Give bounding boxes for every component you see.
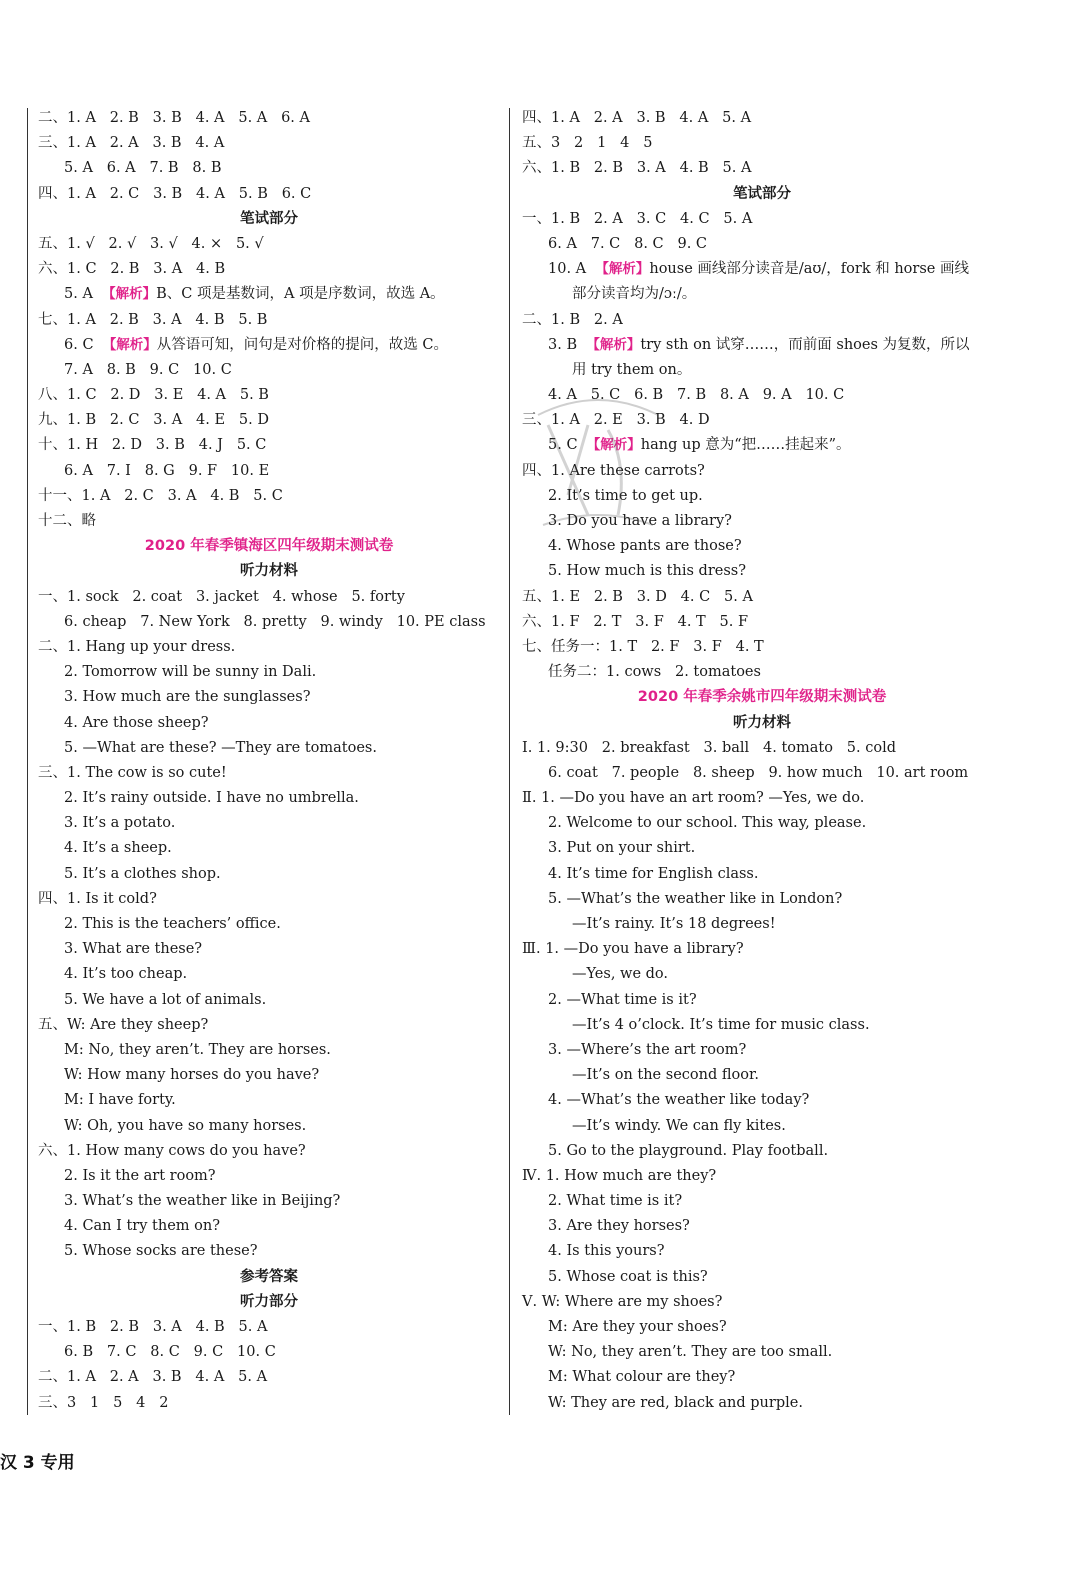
line-text: 七、任务一：1. T 2. F 3. F 4. T bbox=[522, 638, 764, 655]
line-text: 四、1. Are these carrots? bbox=[522, 462, 705, 479]
line-text: 笔试部分 bbox=[240, 210, 298, 227]
analysis-tag: 【解析】 bbox=[102, 286, 157, 303]
line-text: 5. How much is this dress? bbox=[548, 563, 746, 580]
answer-line bbox=[38, 610, 500, 635]
line-text: —It’s windy. We can fly kites. bbox=[572, 1117, 786, 1134]
line-text: 6. cheap 7. New York 8. pretty 9. windy 10. PE class bbox=[64, 613, 486, 630]
line-text: 2. Tomorrow will be sunny in Dali. bbox=[64, 664, 317, 681]
answer-line bbox=[522, 1189, 1002, 1214]
analysis-text: 从答语可知，问句是对价格的提问，故选 C。 bbox=[156, 336, 448, 353]
line-text: Ⅳ. 1. How much are they? bbox=[522, 1167, 717, 1184]
answer-line bbox=[522, 1239, 1002, 1264]
answer-line bbox=[522, 1088, 1002, 1113]
line-text: 四、1. A 2. A 3. B 4. A 5. A bbox=[522, 110, 752, 126]
analysis-text: try sth on 试穿……，而前面 shoes 为复数，所以 bbox=[640, 336, 970, 353]
answer-line bbox=[38, 1139, 500, 1164]
line-text: 六、1. F 2. T 3. F 4. T 5. F bbox=[522, 613, 749, 630]
line-text: 4. Whose pants are those? bbox=[548, 538, 742, 555]
answer-line bbox=[38, 131, 500, 156]
line-text: 5. Go to the playground. Play football. bbox=[548, 1142, 829, 1159]
answer-line bbox=[522, 1290, 1002, 1315]
answer-line bbox=[522, 1114, 1002, 1139]
answer-line bbox=[522, 811, 1002, 836]
answer-line bbox=[522, 836, 1002, 861]
answer-line bbox=[38, 1189, 500, 1214]
line-text: 2020 年春季镇海区四年级期末测试卷 bbox=[144, 538, 394, 555]
answer-line bbox=[522, 207, 1002, 232]
answer-line bbox=[522, 912, 1002, 937]
answer-line bbox=[522, 887, 1002, 912]
answer-line bbox=[522, 333, 1002, 358]
answer-line bbox=[38, 962, 500, 987]
analysis-tag: 【解析】 bbox=[102, 336, 157, 353]
line-text: Ⅴ. W: Where are my shoes? bbox=[522, 1293, 723, 1310]
line-text: 5. Whose socks are these? bbox=[64, 1243, 258, 1260]
answer-line bbox=[38, 156, 500, 181]
line-text: 四、1. A 2. C 3. B 4. A 5. B 6. C bbox=[38, 185, 312, 202]
line-text: W: They are red, black and purple. bbox=[548, 1394, 803, 1411]
answer-line bbox=[522, 1265, 1002, 1290]
line-text: 5. A 6. A 7. B 8. B bbox=[64, 160, 222, 177]
line-text: 2. What time is it? bbox=[548, 1193, 683, 1210]
line-text: 一、1. sock 2. coat 3. jacket 4. whose 5. forty bbox=[38, 588, 405, 605]
answer-line bbox=[38, 232, 500, 257]
answer-line bbox=[522, 610, 1002, 635]
line-text: 7. A 8. B 9. C 10. C bbox=[64, 361, 232, 378]
line-text: 二、1. Hang up your dress. bbox=[38, 638, 236, 655]
answer-line bbox=[522, 988, 1002, 1013]
answer-line bbox=[38, 1164, 500, 1189]
left-column bbox=[38, 106, 500, 1416]
line-text: 3. How much are the sunglasses? bbox=[64, 689, 311, 706]
line-text: 四、1. Is it cold? bbox=[38, 890, 157, 907]
left-margin-rule bbox=[27, 108, 28, 1415]
answer-line bbox=[38, 761, 500, 786]
answer-line bbox=[522, 736, 1002, 761]
line-text: 2. This is the teachers’ office. bbox=[64, 916, 281, 932]
answer-line bbox=[522, 308, 1002, 333]
line-text: M: Are they your shoes? bbox=[548, 1319, 727, 1335]
answer-line bbox=[522, 1391, 1002, 1416]
line-text: W: Oh, you have so many horses. bbox=[64, 1117, 307, 1134]
line-text: 五、1. √ 2. √ 3. √ 4. × 5. √ bbox=[38, 235, 264, 252]
section-heading bbox=[38, 207, 500, 232]
line-text: 听力材料 bbox=[240, 563, 298, 580]
line-text: 4. It’s time for English class. bbox=[548, 865, 759, 882]
answer-line bbox=[522, 962, 1002, 987]
answer-line bbox=[522, 585, 1002, 610]
answer-line bbox=[522, 761, 1002, 786]
section-heading bbox=[522, 182, 1002, 207]
page-footer: 汉 3 专用 bbox=[0, 1453, 75, 1473]
line-text: 一、1. B 2. A 3. C 4. C 5. A bbox=[522, 210, 753, 227]
line-text: M: No, they aren’t. They are horses. bbox=[64, 1041, 331, 1058]
answer-line bbox=[522, 559, 1002, 584]
line-text: Ⅱ. 1. —Do you have an art room? —Yes, we do. bbox=[522, 790, 865, 807]
answer-line bbox=[38, 811, 500, 836]
answer-line bbox=[522, 1139, 1002, 1164]
answer-line bbox=[38, 182, 500, 207]
answer-line bbox=[38, 1315, 500, 1340]
analysis-tag: 【解析】 bbox=[586, 437, 641, 454]
column-divider bbox=[509, 108, 510, 1415]
line-text: 三、1. A 2. E 3. B 4. D bbox=[522, 412, 710, 429]
answer-line bbox=[522, 937, 1002, 962]
answer-line bbox=[38, 1013, 500, 1038]
line-text: 6. C bbox=[64, 336, 103, 353]
answer-line bbox=[38, 736, 500, 761]
line-text: 参考答案 bbox=[240, 1268, 298, 1285]
answer-line bbox=[38, 1063, 500, 1088]
answer-line bbox=[38, 1114, 500, 1139]
line-text: 5. —What are these? —They are tomatoes. bbox=[64, 739, 377, 756]
line-text: 2. It’s time to get up. bbox=[548, 487, 703, 504]
answer-line bbox=[38, 1391, 500, 1416]
line-text: 6. A 7. C 8. C 9. C bbox=[548, 235, 708, 252]
answer-line bbox=[522, 1038, 1002, 1063]
line-text: M: What colour are they? bbox=[548, 1369, 736, 1386]
line-text: 笔试部分 bbox=[733, 185, 791, 202]
answer-line bbox=[38, 1214, 500, 1239]
analysis-tag: 【解析】 bbox=[595, 261, 650, 278]
line-text: 3. B bbox=[548, 336, 587, 353]
answer-line bbox=[522, 1315, 1002, 1340]
line-text: 2. Is it the art room? bbox=[64, 1167, 216, 1184]
line-text: 3. —Where’s the art room? bbox=[548, 1041, 747, 1058]
line-text: —It’s 4 o’clock. It’s time for music class. bbox=[572, 1016, 870, 1033]
line-text: 5. C bbox=[548, 437, 587, 454]
watermark-stamp bbox=[528, 385, 668, 535]
answer-line bbox=[38, 1340, 500, 1365]
line-text: 二、1. A 2. B 3. B 4. A 5. A 6. A bbox=[38, 110, 310, 126]
line-text: 九、1. B 2. C 3. A 4. E 5. D bbox=[38, 412, 269, 429]
line-text: Ⅲ. 1. —Do you have a library? bbox=[522, 941, 744, 958]
answer-line bbox=[522, 1164, 1002, 1189]
answer-line bbox=[38, 862, 500, 887]
line-text: 4. It’s too cheap. bbox=[64, 966, 188, 983]
line-text: —Yes, we do. bbox=[572, 966, 669, 983]
line-text: 4. It’s a sheep. bbox=[64, 840, 172, 857]
line-text: 任务二：1. cows 2. tomatoes bbox=[548, 664, 761, 681]
answer-line bbox=[522, 862, 1002, 887]
answer-line bbox=[38, 106, 500, 131]
line-text: 六、1. C 2. B 3. A 4. B bbox=[38, 261, 226, 278]
answer-line bbox=[522, 660, 1002, 685]
answer-line bbox=[38, 912, 500, 937]
answer-line bbox=[38, 509, 500, 534]
answer-line bbox=[522, 1013, 1002, 1038]
answer-line bbox=[38, 1038, 500, 1063]
answer-line bbox=[38, 1239, 500, 1264]
line-text: 3. What are these? bbox=[64, 941, 203, 958]
line-text: 2. It’s rainy outside. I have no umbrella. bbox=[64, 790, 359, 807]
answer-line bbox=[522, 106, 1002, 131]
answer-line bbox=[522, 1214, 1002, 1239]
line-text: 3. Are they horses? bbox=[548, 1218, 690, 1235]
answer-line bbox=[38, 408, 500, 433]
line-text: 3. Do you have a library? bbox=[548, 513, 732, 529]
answer-line bbox=[38, 937, 500, 962]
right-column bbox=[522, 106, 1002, 1416]
line-text: 七、1. A 2. B 3. A 4. B 5. B bbox=[38, 311, 268, 328]
answer-line bbox=[522, 282, 1002, 307]
line-text: 5. We have a lot of animals. bbox=[64, 991, 267, 1008]
line-text: W: No, they aren’t. They are too small. bbox=[548, 1344, 833, 1361]
line-text: M: I have forty. bbox=[64, 1092, 176, 1109]
section-heading bbox=[38, 1265, 500, 1290]
analysis-text: hang up 意为“把……挂起来”。 bbox=[640, 437, 851, 454]
answer-line bbox=[38, 660, 500, 685]
answer-line bbox=[38, 1088, 500, 1113]
analysis-text: B、C 项是基数词，A 项是序数词，故选 A。 bbox=[156, 286, 445, 303]
line-text: 三、3 1 5 4 2 bbox=[38, 1394, 169, 1411]
line-text: 三、1. The cow is so cute! bbox=[38, 764, 227, 781]
answer-line bbox=[38, 308, 500, 333]
line-text: 5. Whose coat is this? bbox=[548, 1268, 708, 1285]
line-text: 2. —What time is it? bbox=[548, 991, 697, 1008]
answer-line bbox=[38, 685, 500, 710]
line-text: 5. —What’s the weather like in London? bbox=[548, 890, 843, 907]
line-text: 六、1. B 2. B 3. A 4. B 5. A bbox=[522, 160, 752, 177]
section-heading bbox=[38, 559, 500, 584]
line-text: 十一、1. A 2. C 3. A 4. B 5. C bbox=[38, 487, 283, 504]
line-text: 听力材料 bbox=[733, 714, 791, 731]
answer-line bbox=[522, 156, 1002, 181]
line-text: 4. A 5. C 6. B 7. B 8. A 9. A 10. C bbox=[548, 387, 845, 404]
line-text: 6. B 7. C 8. C 9. C 10. C bbox=[64, 1344, 276, 1361]
line-text: 2. Welcome to our school. This way, please. bbox=[548, 815, 867, 832]
answer-line bbox=[38, 836, 500, 861]
answer-line bbox=[38, 257, 500, 282]
answer-line bbox=[38, 383, 500, 408]
line-text: 5. It’s a clothes shop. bbox=[64, 865, 221, 882]
answer-line bbox=[522, 635, 1002, 660]
analysis-text: house 画线部分读音是/aʊ/，fork 和 horse 画线 bbox=[649, 261, 969, 278]
line-text: 10. A bbox=[548, 261, 596, 278]
line-text: 十、1. H 2. D 3. B 4. J 5. C bbox=[38, 437, 267, 454]
analysis-tag: 【解析】 bbox=[586, 336, 641, 353]
section-title bbox=[522, 685, 1002, 710]
line-text: 4. Is this yours? bbox=[548, 1243, 665, 1260]
answer-line bbox=[522, 1063, 1002, 1088]
section-title bbox=[38, 534, 500, 559]
line-text: 听力部分 bbox=[240, 1293, 298, 1310]
line-text: 三、1. A 2. A 3. B 4. A bbox=[38, 135, 225, 152]
line-text: 6. coat 7. people 8. sheep 9. how much 10. art room bbox=[548, 764, 969, 781]
line-text: —It’s on the second floor. bbox=[572, 1067, 759, 1084]
answer-line bbox=[38, 433, 500, 458]
answer-line bbox=[522, 131, 1002, 156]
line-text: 2020 年春季余姚市四年级期末测试卷 bbox=[637, 689, 887, 706]
answer-line bbox=[38, 282, 500, 307]
line-text: W: How many horses do you have? bbox=[64, 1067, 320, 1084]
answer-line bbox=[38, 459, 500, 484]
answer-line bbox=[522, 232, 1002, 257]
section-heading bbox=[522, 711, 1002, 736]
line-text: 4. —What’s the weather like today? bbox=[548, 1092, 810, 1109]
line-text: 3. It’s a potato. bbox=[64, 815, 176, 832]
line-text: —It’s rainy. It’s 18 degrees! bbox=[572, 916, 776, 932]
line-text: 用 try them on。 bbox=[572, 361, 692, 378]
line-text: 六、1. How many cows do you have? bbox=[38, 1142, 306, 1159]
answer-line bbox=[38, 635, 500, 660]
answer-line bbox=[38, 711, 500, 736]
line-text: 五、1. E 2. B 3. D 4. C 5. A bbox=[522, 588, 753, 605]
answer-line bbox=[522, 1340, 1002, 1365]
line-text: 4. Are those sheep? bbox=[64, 714, 209, 731]
line-text: 6. A 7. I 8. G 9. F 10. E bbox=[64, 462, 270, 479]
answer-line bbox=[38, 1365, 500, 1390]
answer-line bbox=[522, 257, 1002, 282]
answer-line bbox=[38, 585, 500, 610]
line-text: 二、1. A 2. A 3. B 4. A 5. A bbox=[38, 1369, 268, 1386]
line-text: 十二、略 bbox=[38, 513, 96, 529]
answer-line bbox=[38, 887, 500, 912]
line-text: 5. A bbox=[64, 286, 103, 303]
line-text: 五、W: Are they sheep? bbox=[38, 1016, 209, 1033]
line-text: 八、1. C 2. D 3. E 4. A 5. B bbox=[38, 387, 269, 404]
line-text: Ⅰ. 1. 9:30 2. breakfast 3. ball 4. tomato 5. cold bbox=[522, 739, 897, 756]
answer-line bbox=[522, 358, 1002, 383]
answer-line bbox=[38, 484, 500, 509]
line-text: 五、3 2 1 4 5 bbox=[522, 135, 653, 152]
line-text: 3. What’s the weather like in Beijing? bbox=[64, 1193, 341, 1210]
answer-line bbox=[38, 358, 500, 383]
answer-line bbox=[38, 988, 500, 1013]
answer-line bbox=[522, 1365, 1002, 1390]
line-text: 一、1. B 2. B 3. A 4. B 5. A bbox=[38, 1319, 268, 1335]
line-text: 3. Put on your shirt. bbox=[548, 840, 696, 857]
section-heading bbox=[38, 1290, 500, 1315]
line-text: 二、1. B 2. A bbox=[522, 311, 623, 328]
answer-line bbox=[38, 333, 500, 358]
answer-line bbox=[522, 534, 1002, 559]
line-text: 4. Can I try them on? bbox=[64, 1218, 220, 1235]
answer-line bbox=[522, 786, 1002, 811]
answer-line bbox=[38, 786, 500, 811]
line-text: 部分读音均为/ɔː/。 bbox=[572, 286, 697, 303]
